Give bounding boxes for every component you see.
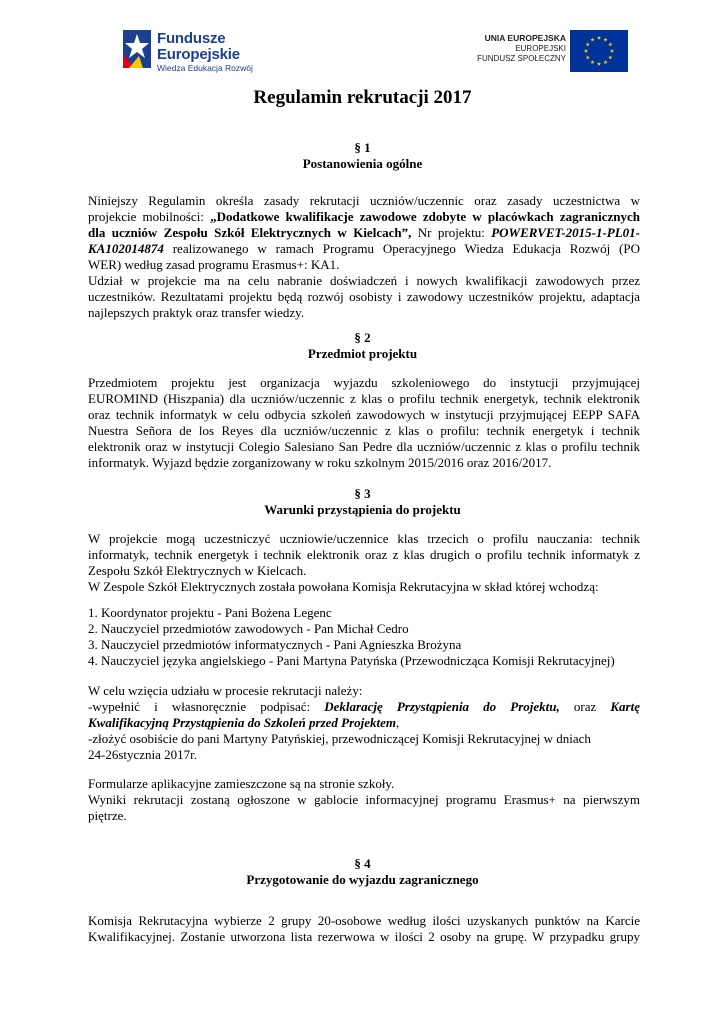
s1-line: projekcie mobilności: „Dodatkowe kwalifikacje zawodowe zdobyte w placówkach zagranicznych — [88, 209, 640, 224]
fundusze-europejskie-logo — [121, 28, 281, 78]
s3-step-line: 24-26stycznia 2017r. — [88, 747, 198, 762]
fe-logo-line3: Wiedza Edukacja Rozwój — [157, 63, 253, 73]
document-title: Regulamin rekrutacji 2017 — [253, 87, 472, 108]
commission-list — [88, 605, 640, 669]
s2-line: Nuestra Señora de los Reyes dla uczniów/uczennic z klas o profilu: technik energetyk i technik — [88, 423, 640, 438]
section-2-number: § 2 — [354, 330, 371, 345]
s1-line: uczestników. Rezultatami projektu będą rozwój osobisty i zawodowy uczestników projektu, adaptacja — [88, 289, 640, 304]
s1-line: dla uczniów Zespołu Szkół Elektrycznych w Kielcach”, Nr projektu: POWERVET-2015-1-PL01- — [88, 225, 641, 240]
s2-line: oraz technik informatyk w celu odbycia szkoleń zawodowych w instytucji przyjmującej EEPP SAFA — [88, 407, 640, 422]
s4-line: Kwalifikacyjnej. Zostanie utworzona lista rezerwowa w ilości 2 osoby na grupę. W przypadku grupy — [88, 929, 640, 944]
s3-info-line: Wyniki rekrutacji zostaną ogłoszone w gablocie informacyjnej programu Erasmus+ na pierwszym — [88, 792, 640, 807]
section-4-number: § 4 — [354, 856, 371, 871]
section-3-number: § 3 — [354, 486, 371, 501]
s3-info-line: piętrze. — [88, 808, 127, 823]
s1-line: Niniejszy Regulamin określa zasady rekrutacji uczniów/uczennic oraz zasady uczestnictwa w — [88, 193, 640, 208]
s1-line: Udział w projekcie ma na celu nabranie doświadczeń i nowych kwalifikacji zawodowych przez — [88, 273, 640, 288]
s3-step-line: W celu wzięcia udziału w procesie rekrutacji należy: — [88, 683, 363, 698]
eu-logo-line1: UNIA EUROPEJSKA — [484, 33, 566, 43]
s3-line: W projekcie mogą uczestniczyć uczniowie/uczennice klas trzecich o profilu nauczania: technik — [88, 531, 640, 546]
section-4-body — [88, 913, 640, 945]
fe-logo-line2: Europejskie — [157, 46, 240, 63]
section-1-body — [88, 193, 640, 321]
recruitment-steps — [88, 683, 640, 763]
eu-logo-line2: EUROPEJSKI — [515, 44, 566, 53]
s3-line: informatyk, technik energetyk i technik elektronik oraz z klas drugich o profilu technik informatyk z — [88, 547, 640, 562]
s1-line: WER) według zasad programu Erasmus+: KA1. — [88, 257, 340, 272]
s2-line: EUROMIND (Hiszpania) dla uczniów/uczennic z klas o profilu technik energetyk, technik elektronik — [88, 391, 640, 406]
s3-step-line: -złożyć osobiście do pani Martyny Patyńskiej, przewodniczącej Komisji Rekrutacyjnej w dniach — [88, 731, 591, 746]
forms-info — [88, 776, 640, 824]
section-4-title: Przygotowanie do wyjazdu zagranicznego — [246, 872, 479, 887]
s3-line: W Zespole Szkół Elektrycznych została powołana Komisja Rekrutacyjna w skład której wchodzą: — [88, 579, 599, 594]
commission-member: 3. Nauczyciel przedmiotów informatycznych - Pani Agnieszka Brożyna — [88, 637, 462, 652]
s4-line: Komisja Rekrutacyjna wybierze 2 grupy 20-osobowe według ilości uzyskanych punktów na Karcie — [88, 913, 640, 928]
commission-member: 4. Nauczyciel języka angielskiego - Pani Martyna Patyńska (Przewodnicząca Komisji Rekrutacyjnej) — [88, 653, 615, 668]
s2-line: Przedmiotem projektu jest organizacja wyjazdu szkoleniowego do instytucji przyjmującej — [88, 375, 640, 390]
s3-step-line: -wypełnić i własnoręcznie podpisać: Deklarację Przystąpienia do Projektu, oraz Kartę — [88, 699, 640, 714]
s1-line: najlepszych praktyk oraz transfer wiedzy. — [88, 305, 305, 320]
eu-flag-icon — [570, 30, 628, 72]
s3-line: Zespołu Szkół Elektrycznych w Kielcach. — [88, 563, 307, 578]
section-1-title: Postanowienia ogólne — [302, 156, 423, 171]
s2-line: informatyk. Wyjazd będzie zorganizowany w roku szkolnym 2015/2016 oraz 2016/2017. — [88, 455, 552, 470]
fe-star-icon — [121, 28, 155, 72]
s3-info-line: Formularze aplikacyjne zamieszczone są na stronie szkoły. — [88, 776, 395, 791]
section-3-title: Warunki przystąpienia do projektu — [264, 502, 461, 517]
section-3-body — [88, 531, 640, 595]
s2-line: elektronik oraz w instytucji Colegio Salesiano San Pedre dla uczniów/uczennic z klas o profilu technik — [88, 439, 640, 454]
commission-member: 1. Koordynator projektu - Pani Bożena Legenc — [88, 605, 332, 620]
unia-europejska-logo — [472, 30, 628, 74]
s1-line: KA102014874 realizowanego w ramach Programu Operacyjnego Wiedza Edukacja Rozwój (PO — [88, 241, 640, 256]
fe-logo-line1: Fundusze — [157, 30, 226, 47]
section-2-title: Przedmiot projektu — [307, 346, 418, 361]
commission-member: 2. Nauczyciel przedmiotów zawodowych - Pan Michał Cedro — [88, 621, 409, 636]
section-1-number: § 1 — [354, 140, 371, 155]
s3-step-line: Kwalifikacyjną Przystąpienia do Szkoleń przed Projektem, — [88, 715, 400, 730]
section-2-body — [88, 375, 640, 471]
eu-logo-line3: FUNDUSZ SPOŁECZNY — [477, 54, 566, 63]
